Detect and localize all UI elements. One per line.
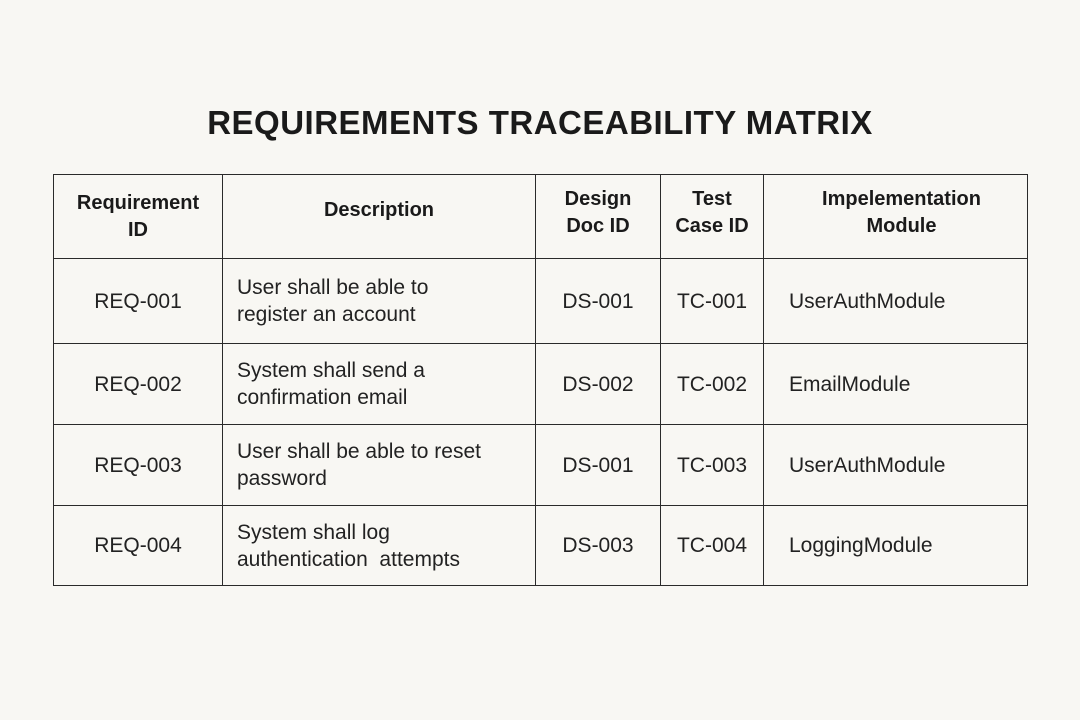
column-header-description-label: Description [323,199,435,221]
table-row [54,425,1028,506]
design-doc-id-cell: DS-001 [536,259,661,344]
column-header-requirement-id-label: Requirement ID [76,191,200,241]
test-case-id-cell: TC-003 [661,425,764,506]
column-header-design-doc-id [536,175,661,259]
description-cell [223,259,536,344]
design-doc-id-cell: DS-002 [536,344,661,425]
table-header-row [54,175,1028,259]
page-title: REQUIREMENTS TRACEABILITY MATRIX [207,104,873,141]
requirement-id-cell: REQ-004 [54,506,223,586]
column-header-test-case-id-label: Test Case ID [675,187,749,237]
test-case-id-cell: TC-004 [661,506,764,586]
test-case-id-cell: TC-001 [661,259,764,344]
implementation-module-cell: LoggingModule [764,506,1028,586]
column-header-design-doc-id-label: Design Doc ID [564,187,632,237]
column-header-implementation-module [764,175,1028,259]
requirement-id-cell: REQ-003 [54,425,223,506]
implementation-module-cell: UserAuthModule [764,425,1028,506]
implementation-module-cell: EmailModule [764,344,1028,425]
column-header-requirement-id [54,175,223,259]
column-header-test-case-id [661,175,764,259]
column-header-implementation-module-label: Impelementation Module [822,187,981,237]
requirement-id-cell: REQ-002 [54,344,223,425]
test-case-id-cell: TC-002 [661,344,764,425]
implementation-module-cell: UserAuthModule [764,259,1028,344]
column-header-description [223,175,536,259]
table-row [54,259,1028,344]
description-text: System shall send a confirmation email [237,359,425,409]
table-row [54,344,1028,425]
description-cell [223,344,536,425]
traceability-table [53,174,1028,586]
requirement-id-cell: REQ-001 [54,259,223,344]
description-text: System shall log authentication attempts [237,520,460,571]
description-text: User shall be able to register an account [237,276,429,326]
table-row [54,506,1028,586]
design-doc-id-cell: DS-001 [536,425,661,506]
design-doc-id-cell: DS-003 [536,506,661,586]
description-text: User shall be able to reset password [237,440,481,490]
description-cell [223,425,536,506]
description-cell [223,506,536,586]
